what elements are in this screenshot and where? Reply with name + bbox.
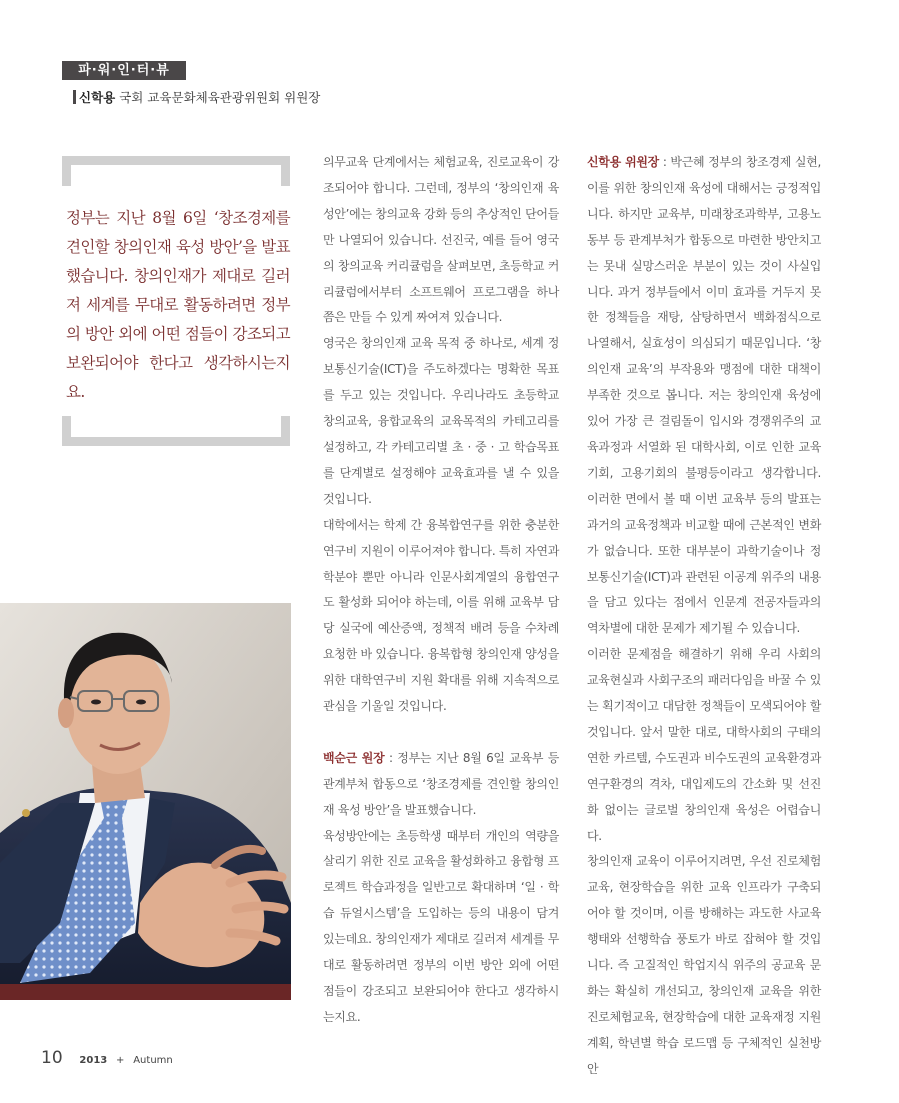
caption-bar xyxy=(73,90,76,104)
question-intro: : 정부는 지난 8월 6일 교육부 등 관계부처 합동으로 ‘창조경제를 견인할 창의인재 육성 방안’을 발표했습니다. xyxy=(323,750,560,817)
portrait-illustration xyxy=(0,603,291,1000)
frame-bottom xyxy=(62,437,290,446)
paragraph: 육성방안에는 초등학생 때부터 개인의 역량을 살리기 위한 진로 교육을 활성화하고 융합형 프로젝트 학습과정을 일반고로 확대하며 ‘일 · 학습 듀얼시스템’을 도입하는 등의 내용이 담겨 있는데요. 창의인재가 제대로 길러져 세계를 무대로 활동하려면 정부의 이번 방안 외에 어떤 점들이 강조되고 보완되어야 한다고 생각하시는지요. xyxy=(323,828,559,1024)
footer-separator: + xyxy=(116,1055,125,1066)
frame-bottom-left xyxy=(62,416,71,446)
paragraph: 영국은 창의인재 교육 목적 중 하나로, 세계 정보통신기술(ICT)을 주도하겠다는 명확한 목표를 두고 있는 것입니다. 우리나라도 초등학교 창의교육, 융합교육의 교육목적의 카테고리를 설정하고, 각 카테고리별 초 · 중 · 고 학습목표를 단계별로 설정해야 교육효과를 낼 수 있을 것입니다. xyxy=(323,336,559,506)
interviewee-caption xyxy=(79,88,320,106)
frame-top xyxy=(62,156,290,165)
interviewee-title: 국회 교육문화체육관광위원회 위원장 xyxy=(119,90,321,105)
paragraph: 이러한 문제점을 해결하기 위해 우리 사회의 교육현실과 사회구조의 패러다임을 바꿀 수 있는 획기적이고 대담한 정책들이 모색되어야 할 것입니다. 앞서 말한 대로, 대학사회의 구태의연한 카르텔, 수도권과 비수도권의 교육환경과 연구환경의 격차, 대입제도의 간소화 및 선진화 없이는 글로벌 창의인재 육성은 어렵습니다. xyxy=(587,647,821,843)
frame-top-right xyxy=(281,156,290,186)
interview-question xyxy=(323,746,559,824)
interviewee-photo xyxy=(0,603,291,1000)
article-column-1 xyxy=(323,150,559,1031)
question-box xyxy=(62,156,290,446)
paragraph-gap xyxy=(323,720,559,746)
paragraph: 대학에서는 학제 간 융복합연구를 위한 충분한 연구비 지원이 이루어져야 합니다. 특히 자연과학분야 뿐만 아니라 인문사회계열의 융합연구도 활성화 되어야 하는데, 이를 위해 교육부 담당 실국에 예산증액, 정책적 배려 등을 수차례 요청한 바 있습니다. 융복합형 창의인재 양성을 위한 대학연구비 지원 확대를 위해 지속적으로 관심을 기울일 것입니다. xyxy=(323,517,559,714)
page-footer xyxy=(41,1048,173,1068)
speaker-name: 신학용 위원장 xyxy=(587,155,659,169)
question-text: 정부는 지난 8월 6일 ‘창조경제를 견인할 창의인재 육성 방안’을 발표했습니다. 창의인재가 제대로 길러져 세계를 무대로 활동하려면 정부의 방안 외에 어떤 점들이 강조되고 보완되어야 한다고 생각하시는지요. xyxy=(66,209,290,401)
frame-top-left xyxy=(62,156,71,186)
paragraph: 창의인재 교육이 이루어지려면, 우선 진로체험교육, 현장학습을 위한 교육 인프라가 구축되어야 할 것이며, 이를 방해하는 과도한 사교육 행태와 선행학습 풍토가 바로 잡혀야 할 것입니다. 즉 고질적인 학업지식 위주의 공교육 문화는 확실히 개선되고, 창의인재 교육을 위한 진로체험교육, 현장학습에 대한 교육재정 지원 계획, 학년별 학습 로드맵 등 구체적인 실천방안 xyxy=(587,854,821,1076)
page-number: 10 xyxy=(41,1048,63,1068)
paragraph: 의무교육 단계에서는 체험교육, 진로교육이 강조되어야 합니다. 그런데, 정부의 ‘창의인재 육성안’에는 창의교육 강화 등의 추상적인 단어들만 나열되어 있습니다. 선진국, 예를 들어 영국의 창의교육 커리큘럼을 살펴보면, 초등학교 커리큘럼에서부터 소프트웨어 프로그램을 하나쯤은 만들 수 있게 짜여져 있습니다. xyxy=(323,155,559,325)
section-badge: 파·워·인·터·뷰 xyxy=(62,61,186,80)
issue-season: Autumn xyxy=(133,1055,173,1066)
interview-answer xyxy=(587,150,821,642)
interviewee-name: 신학용 xyxy=(79,90,116,105)
issue-year: 2013 xyxy=(79,1055,108,1066)
frame-bottom-right xyxy=(281,416,290,446)
speaker-name: 백순근 원장 xyxy=(323,750,385,765)
article-column-2 xyxy=(587,150,821,1083)
answer-text: : 박근혜 정부의 창조경제 실현, 이를 위한 창의인재 육성에 대해서는 긍정적입니다. 하지만 교육부, 미래창조과학부, 고용노동부 등 관계부처가 합동으로 마련한 방안치고는 못내 실망스러운 부분이 있는 것이 사실입니다. 과거 정부들에서 이미 효과를 거두지 못한 정책들을 재탕, 삼탕하면서 백화점식으로 나열해서, 실효성이 의심되기 때문입니다. ‘창의인재 교육’의 부작용와 맹점에 대한 대책이 부족한 것으로 봅니다. 저는 창의인재 육성에 있어 가장 큰 걸림돌이 입시와 경쟁위주의 교육과정과 서열화 된 대학사회, 이로 인한 교육기회, 고용기회의 불평등이라고 생각합니다. 이러한 면에서 볼 때 이번 교육부 등의 발표는 과거의 교육정책과 비교할 때에 근본적인 변화가 없습니다. 또한 대부분이 과학기술이나 정보통신기술(ICT)과 관련된 이공계 위주의 내용을 담고 있다는 점에서 인문계 전공자들과의 역차별에 대한 문제가 제기될 수 있습니다. xyxy=(587,155,821,636)
photo-base-bar xyxy=(0,984,291,1000)
